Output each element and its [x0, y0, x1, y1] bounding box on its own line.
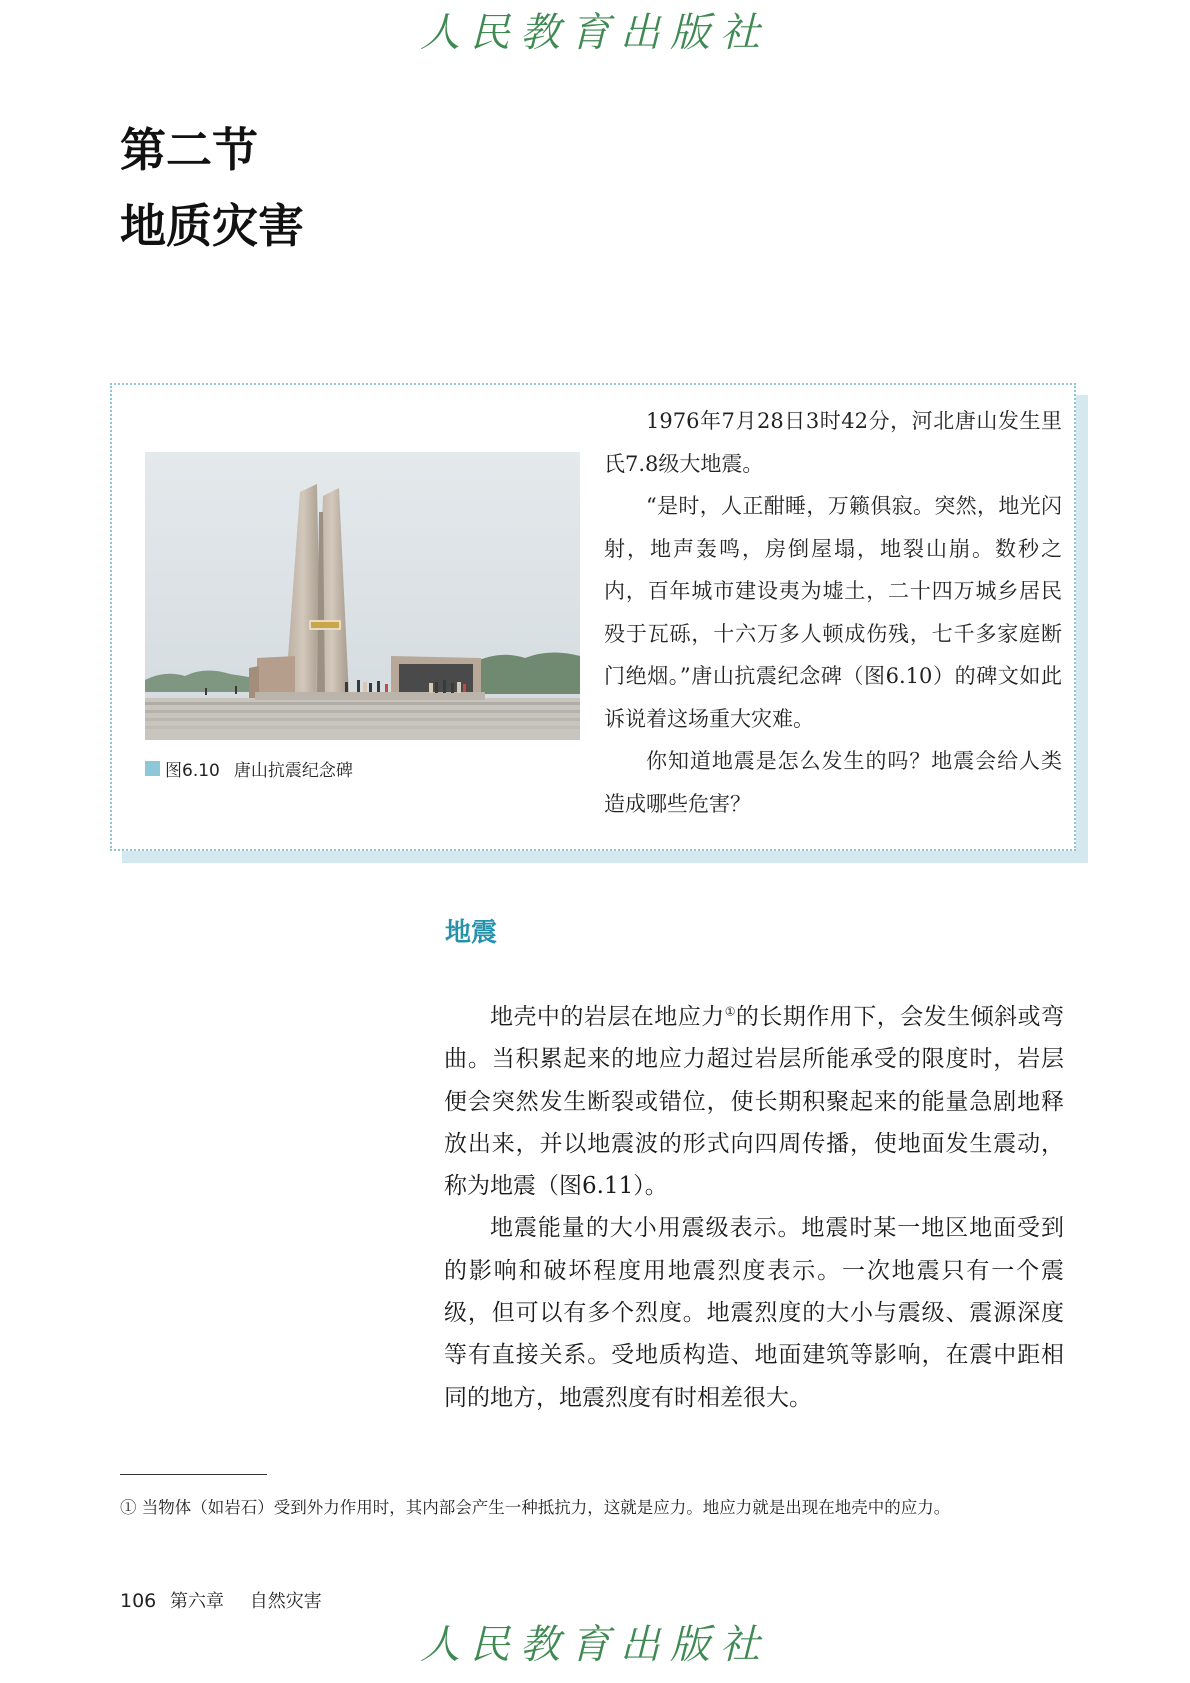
- publisher-logo-top: 人民教育出版社: [420, 10, 770, 56]
- subheading: 地震: [445, 918, 498, 948]
- intro-paragraph-2: “是时，人正酣睡，万籁俱寂。突然，地光闪射，地声轰鸣，房倒屋塌，地裂山崩。数秒之内，百年城市建设夷为墟土，二十四万城乡居民殁于瓦砾，十六万多人顿成伤残，七千多家庭断门绝烟。”唐山抗震纪念碑（图6.10）的碑文如此诉说着这场重大灾难。: [604, 494, 1062, 731]
- caption-square-icon: [145, 761, 160, 776]
- intro-paragraph-1: 1976年7月28日3时42分，河北唐山发生里氏7.8级大地震。: [604, 409, 1062, 476]
- figure-caption-text: 唐山抗震纪念碑: [233, 761, 353, 781]
- body-paragraph-2: 地震能量的大小用震级表示。地震时某一地区地面受到的影响和破坏程度用地震烈度表示。一次地震只有一个震级，但可以有多个烈度。地震烈度的大小与震级、震源深度等有直接关系。受地质构造、地面建筑等影响，在震中距相同的地方，地震烈度有时相差很大。: [444, 1215, 1064, 1411]
- figure-caption: [145, 756, 353, 781]
- footnote-rule: [120, 1474, 267, 1475]
- footnote-mark: ①: [724, 1004, 736, 1019]
- body-p1-after: 的长期作用下，会发生倾斜或弯曲。当积累起来的地应力超过岩层所能承受的限度时，岩层便会突然发生断裂或错位，使长期积聚起来的能量急剧地释放出来，并以地震波的形式向四周传播，使地面发生震动，称为地震（图6.11）。: [444, 1004, 1065, 1200]
- body-paragraph-1: [444, 996, 1064, 1207]
- page-footer: [120, 1587, 322, 1613]
- intro-text: [604, 400, 1062, 825]
- chapter-title: 自然灾害: [249, 1591, 322, 1612]
- tangshan-memorial-photo: [145, 452, 580, 740]
- footnote: ① 当物体（如岩石）受到外力作用时，其内部会产生一种抵抗力，这就是应力。地应力就是出现在地壳中的应力。: [120, 1498, 951, 1517]
- publisher-logo-bottom: 人民教育出版社: [420, 1622, 770, 1668]
- figure-number: 图6.10: [165, 761, 220, 781]
- section-title: 地质灾害: [120, 199, 304, 253]
- section-number: 第二节: [120, 123, 258, 177]
- chapter-label: 第六章: [170, 1591, 224, 1612]
- intro-paragraph-3: 你知道地震是怎么发生的吗？地震会给人类造成哪些危害？: [604, 749, 1062, 816]
- section-heading: [120, 112, 304, 264]
- body-text: [444, 996, 1064, 1419]
- page-number: 106: [120, 1590, 157, 1612]
- body-p1-before: 地壳中的岩层在地应力: [490, 1004, 725, 1030]
